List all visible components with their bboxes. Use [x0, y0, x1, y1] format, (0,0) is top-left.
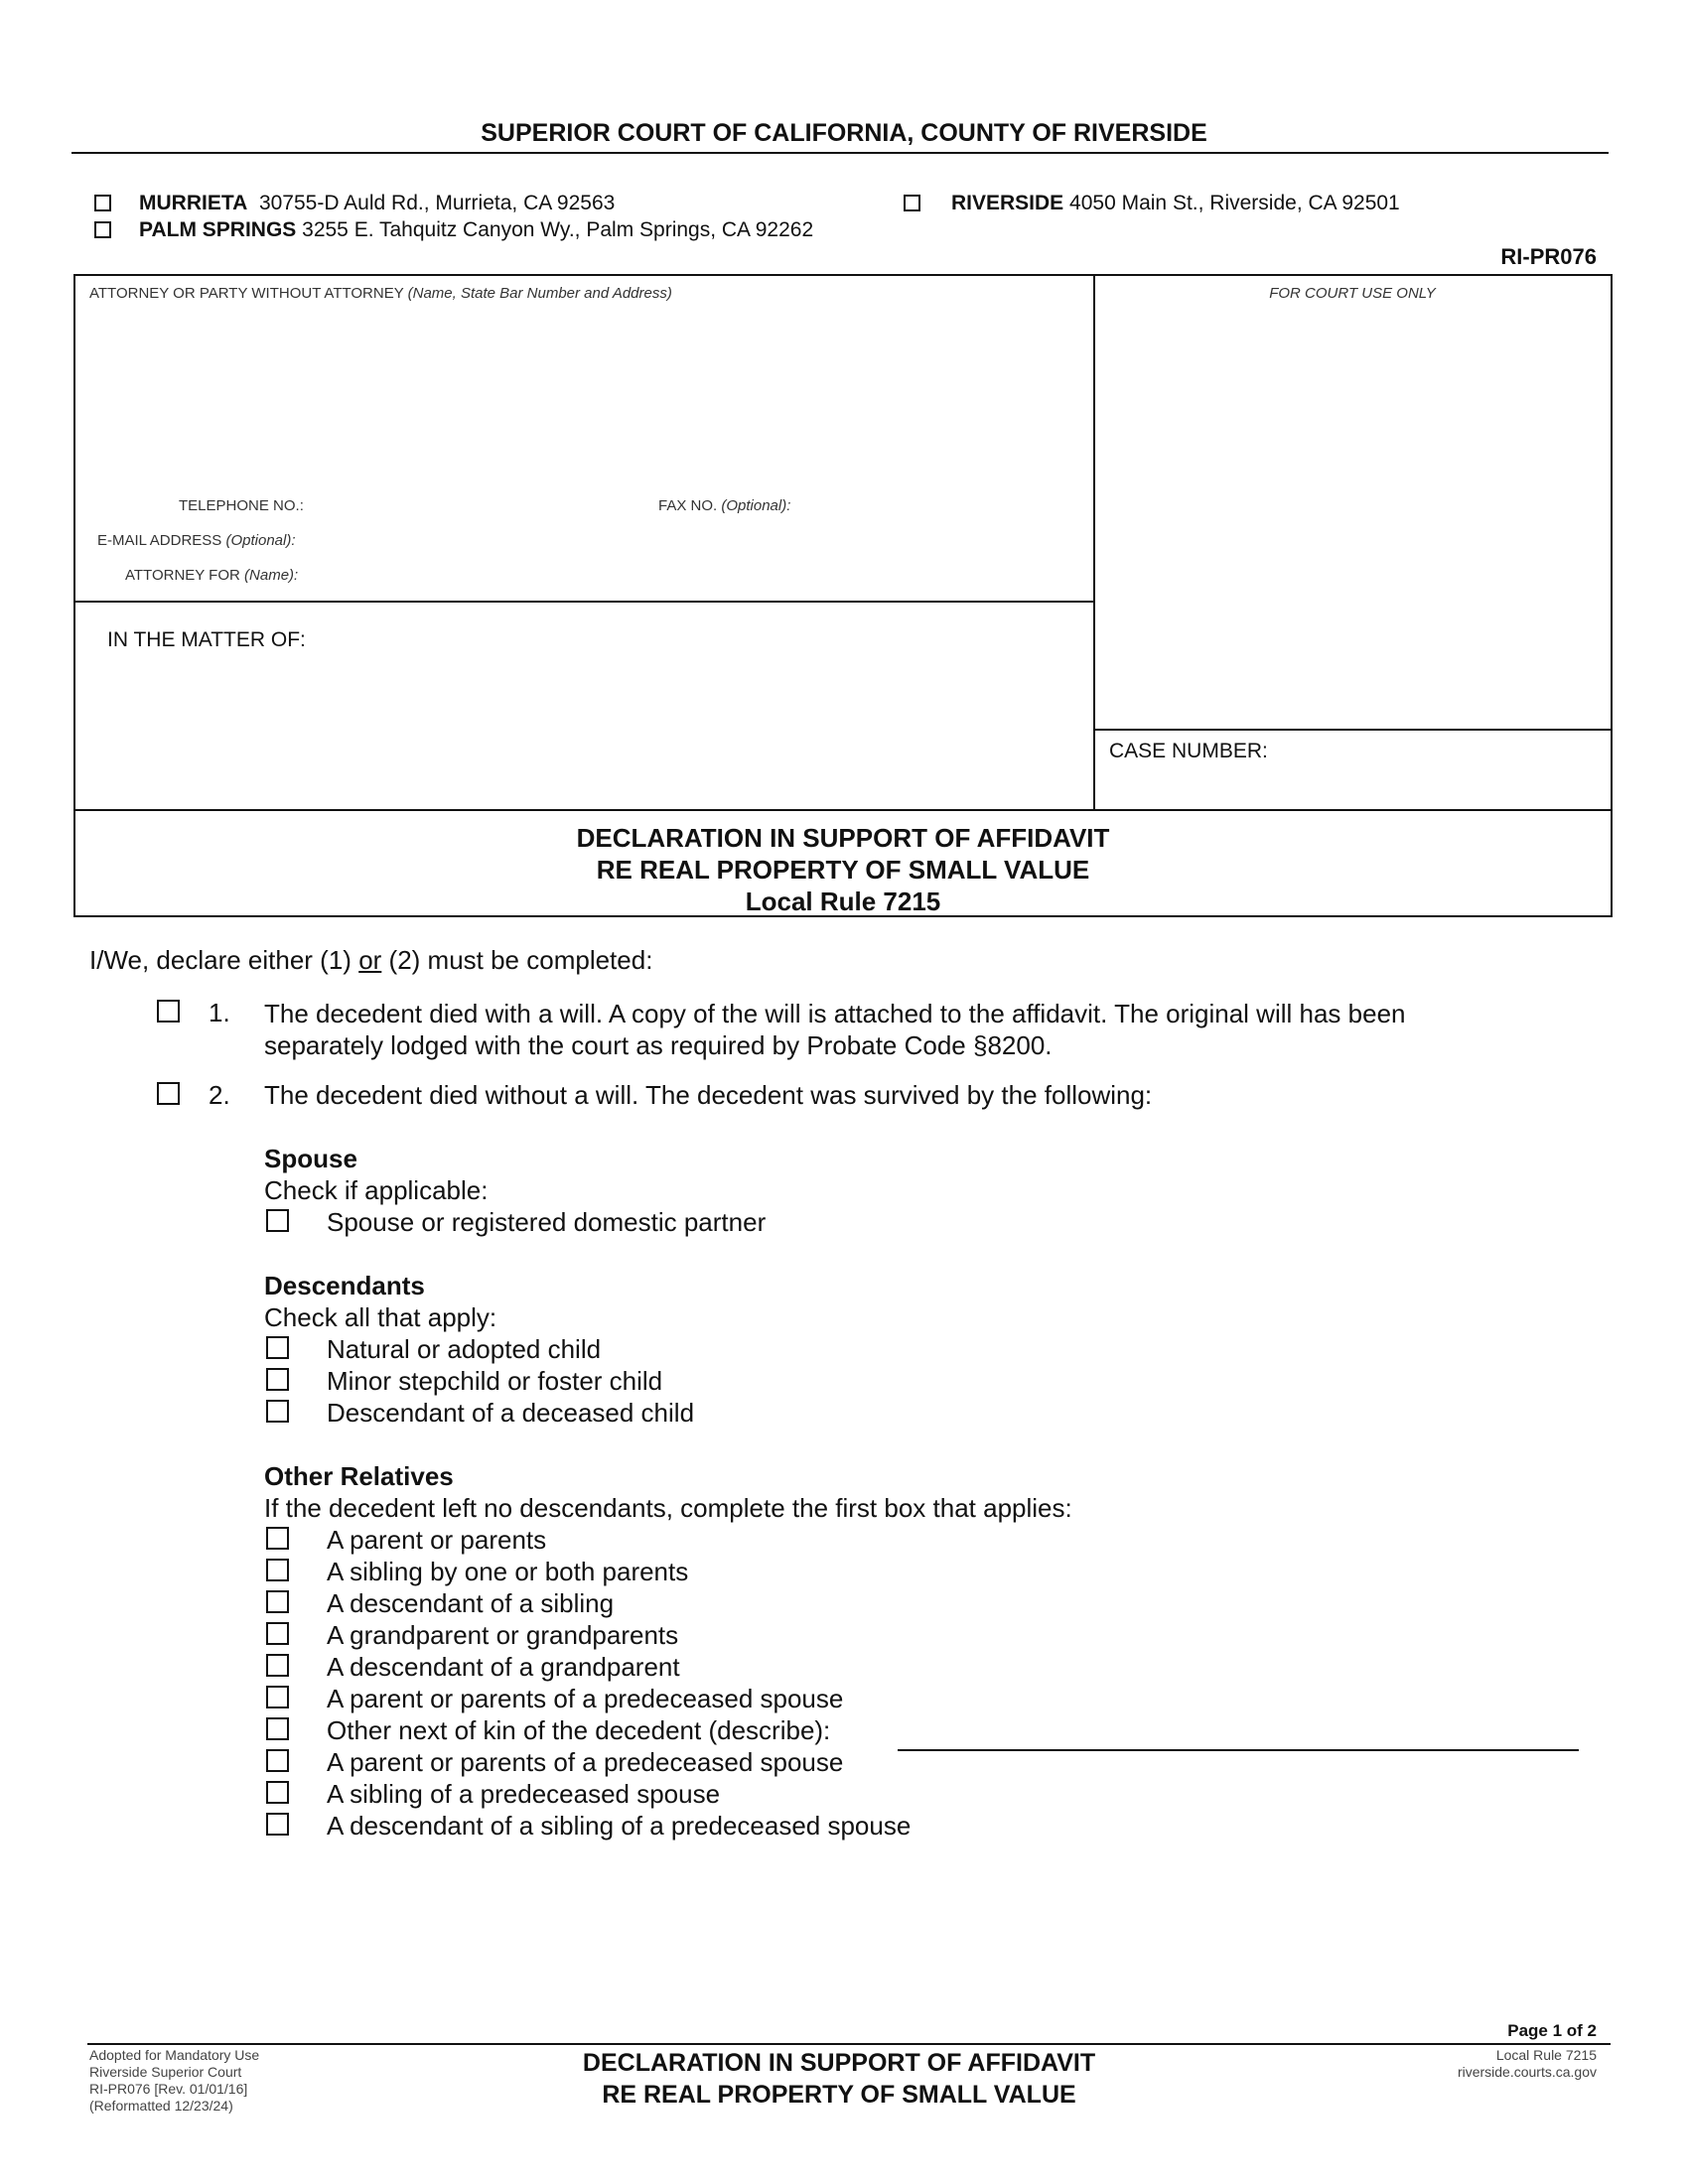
relative-item-5: A descendant of a grandparent — [327, 1652, 680, 1682]
relative-checkbox-3[interactable] — [266, 1590, 289, 1613]
header-divider — [71, 152, 1609, 154]
form-number: RI-PR076 — [1500, 244, 1597, 269]
other-relatives-heading: Other Relatives — [264, 1461, 454, 1491]
attorney-name-address-field[interactable] — [87, 304, 1080, 492]
spouse-instruction: Check if applicable: — [264, 1175, 489, 1205]
relative-item-8: A parent or parents of a predeceased spouse — [327, 1747, 844, 1777]
case-number-label: CASE NUMBER: — [1109, 740, 1268, 762]
email-field[interactable] — [328, 527, 1082, 553]
telephone-label: TELEPHONE NO.: — [179, 497, 304, 514]
next-of-kin-describe-field[interactable] — [898, 1723, 1579, 1751]
location-murrieta: MURRIETA 30755-D Auld Rd., Murrieta, CA 92563 — [139, 192, 616, 214]
court-use-label: FOR COURT USE ONLY — [1269, 285, 1436, 302]
relative-checkbox-2[interactable] — [266, 1559, 289, 1581]
relative-checkbox-5[interactable] — [266, 1654, 289, 1677]
murrieta-checkbox[interactable] — [94, 195, 111, 211]
form-title-line-1: DECLARATION IN SUPPORT OF AFFIDAVIT — [576, 823, 1110, 853]
form-title — [73, 822, 1613, 917]
option-2-text: The decedent died without a will. The decedent was survived by the following: — [264, 1080, 1153, 1110]
fax-label: FAX NO. (Optional): — [658, 497, 791, 514]
relative-item-7: Other next of kin of the decedent (describe): — [327, 1715, 831, 1745]
descendants-instruction: Check all that apply: — [264, 1302, 497, 1332]
option-2-checkbox[interactable] — [157, 1082, 180, 1105]
relative-item-6: A parent or parents of a predeceased spouse — [327, 1684, 844, 1713]
relative-checkbox-7[interactable] — [266, 1717, 289, 1740]
intro-text: I/We, declare either (1) or (2) must be completed: — [89, 945, 653, 975]
footer-adoption-info: Adopted for Mandatory Use Riverside Superior Court RI-PR076 [Rev. 01/01/16] (Reformatted 12/23/24) — [89, 2047, 260, 2114]
matter-field[interactable] — [89, 660, 1082, 799]
box-left-border — [73, 274, 75, 917]
relative-item-2: A sibling by one or both parents — [327, 1557, 689, 1586]
court-title: SUPERIOR COURT OF CALIFORNIA, COUNTY OF RIVERSIDE — [481, 119, 1207, 147]
relative-item-1: A parent or parents — [327, 1525, 547, 1555]
footer-divider — [87, 2043, 1611, 2045]
relative-item-10: A descendant of a sibling of a predeceased spouse — [327, 1811, 912, 1841]
descendant-item-2: Minor stepchild or foster child — [327, 1366, 663, 1396]
form-title-line-2: RE REAL PROPERTY OF SMALL VALUE — [596, 855, 1090, 885]
footer-title: DECLARATION IN SUPPORT OF AFFIDAVIT RE REAL PROPERTY OF SMALL VALUE — [582, 2049, 1096, 2109]
relative-checkbox-8[interactable] — [266, 1749, 289, 1772]
palm-springs-checkbox[interactable] — [94, 221, 111, 238]
spouse-checkbox[interactable] — [266, 1209, 289, 1232]
option-1-number: 1. — [209, 998, 230, 1027]
title-top-border — [73, 809, 1613, 811]
descendants-heading: Descendants — [264, 1271, 425, 1300]
relative-checkbox-4[interactable] — [266, 1622, 289, 1645]
relative-checkbox-6[interactable] — [266, 1686, 289, 1708]
other-relatives-instruction: If the decedent left no descendants, complete the first box that applies: — [264, 1493, 1072, 1523]
email-label: E-MAIL ADDRESS (Optional): — [97, 532, 296, 549]
location-riverside: RIVERSIDE 4050 Main St., Riverside, CA 92501 — [951, 192, 1400, 214]
footer-rule-info: Local Rule 7215 riverside.courts.ca.gov — [1457, 2047, 1597, 2080]
attorney-for-field[interactable] — [328, 562, 1082, 588]
relative-checkbox-9[interactable] — [266, 1781, 289, 1804]
relative-checkbox-10[interactable] — [266, 1813, 289, 1836]
option-2-number: 2. — [209, 1080, 230, 1110]
fax-field[interactable] — [814, 492, 1082, 518]
descendant-item-1: Natural or adopted child — [327, 1334, 602, 1364]
page-number: Page 1 of 2 — [1507, 2021, 1597, 2040]
descendant-checkbox-1[interactable] — [266, 1336, 289, 1359]
attorney-matter-divider — [73, 601, 1094, 603]
location-palm-springs: PALM SPRINGS 3255 E. Tahquitz Canyon Wy., Palm Springs, CA 92262 — [139, 218, 814, 241]
relative-item-4: A grandparent or grandparents — [327, 1620, 679, 1650]
descendant-item-3: Descendant of a deceased child — [327, 1398, 695, 1428]
descendant-checkbox-3[interactable] — [266, 1400, 289, 1423]
matter-label: IN THE MATTER OF: — [107, 628, 306, 651]
relative-checkbox-1[interactable] — [266, 1527, 289, 1550]
attorney-for-label: ATTORNEY FOR (Name): — [125, 567, 299, 584]
option-1-checkbox[interactable] — [157, 1000, 180, 1023]
descendant-checkbox-2[interactable] — [266, 1368, 289, 1391]
riverside-checkbox[interactable] — [904, 195, 920, 211]
relative-item-3: A descendant of a sibling — [327, 1588, 615, 1618]
spouse-item: Spouse or registered domestic partner — [327, 1207, 767, 1237]
attorney-label: ATTORNEY OR PARTY WITHOUT ATTORNEY (Name, State Bar Number and Address) — [89, 285, 672, 302]
spouse-heading: Spouse — [264, 1144, 357, 1173]
relative-item-9: A sibling of a predeceased spouse — [327, 1779, 721, 1809]
option-1-text: The decedent died with a will. A copy of the will is attached to the affidavit. The original will has been separately lodged with the court as required by Probate Code §8200. — [264, 999, 1406, 1060]
telephone-field[interactable] — [328, 492, 626, 518]
form-title-line-3: Local Rule 7215 — [745, 887, 941, 916]
case-number-divider — [1093, 729, 1612, 731]
box-top-border — [73, 274, 1613, 276]
box-right-border — [1611, 274, 1613, 917]
case-number-field[interactable] — [1281, 735, 1599, 764]
